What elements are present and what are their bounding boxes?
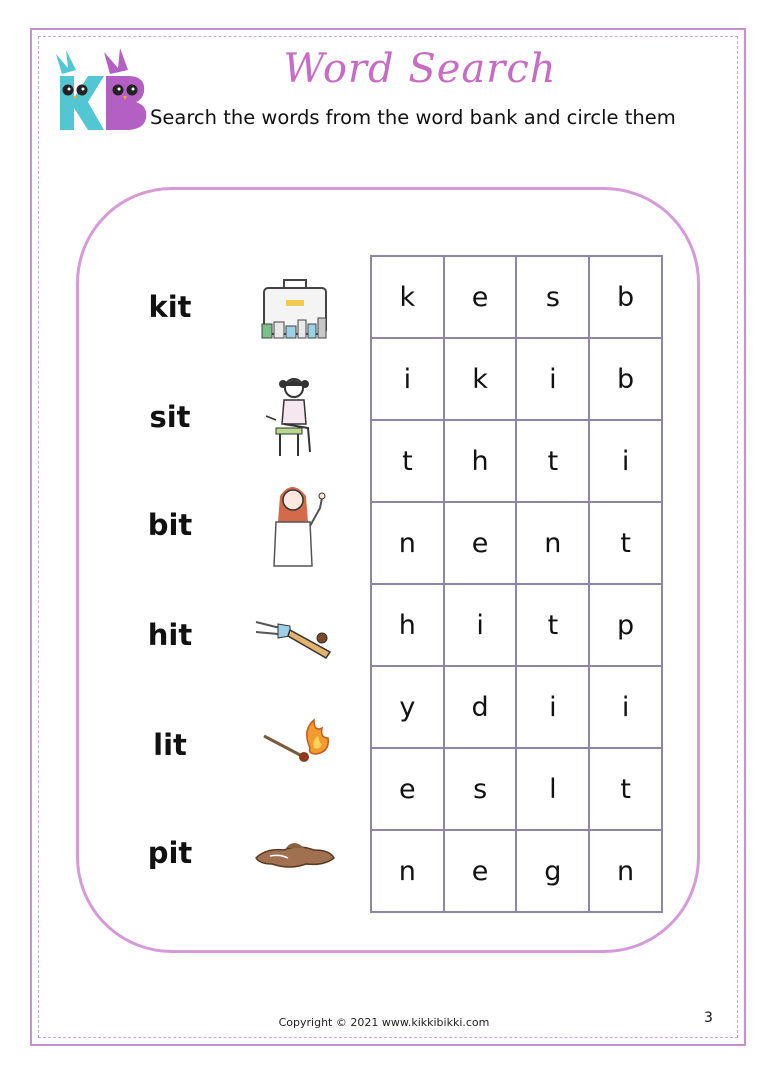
- grid-cell[interactable]: k: [444, 338, 517, 420]
- grid-cell[interactable]: i: [589, 666, 662, 748]
- grid-cell[interactable]: n: [516, 502, 589, 584]
- grid-cell[interactable]: i: [371, 338, 444, 420]
- grid-cell[interactable]: b: [589, 338, 662, 420]
- grid-cell[interactable]: n: [371, 830, 444, 912]
- grid-cell[interactable]: n: [371, 502, 444, 584]
- grid-cell[interactable]: n: [589, 830, 662, 912]
- grid-cell[interactable]: e: [444, 830, 517, 912]
- grid-cell[interactable]: y: [371, 666, 444, 748]
- girl-biting-icon: [250, 478, 340, 568]
- word-bank-item: [120, 694, 350, 794]
- word-label: kit: [148, 290, 192, 324]
- lit-match-icon: [250, 698, 340, 788]
- word-label: lit: [153, 728, 187, 762]
- page-title: Word Search: [283, 46, 557, 92]
- girl-sitting-icon: [250, 372, 340, 462]
- word-label: hit: [147, 618, 193, 652]
- instruction-text: Search the words from the word bank and circle them: [150, 106, 676, 129]
- word-bank-item: [120, 476, 350, 576]
- grid-cell[interactable]: e: [444, 502, 517, 584]
- mud-pit-icon: [250, 808, 340, 898]
- word-bank-item: [120, 804, 350, 904]
- grid-cell[interactable]: i: [589, 420, 662, 502]
- grid-cell[interactable]: p: [589, 584, 662, 666]
- word-bank-item: [120, 256, 350, 356]
- grid-cell[interactable]: i: [516, 666, 589, 748]
- grid-cell[interactable]: b: [589, 256, 662, 338]
- grid-cell[interactable]: l: [516, 748, 589, 830]
- grid-row: [371, 256, 662, 338]
- grid-cell[interactable]: k: [371, 256, 444, 338]
- grid-cell[interactable]: t: [589, 502, 662, 584]
- grid-cell[interactable]: t: [589, 748, 662, 830]
- grid-cell[interactable]: h: [371, 584, 444, 666]
- grid-row: [371, 420, 662, 502]
- word-bank-item: [120, 584, 350, 684]
- grid-cell[interactable]: d: [444, 666, 517, 748]
- copyright-text: Copyright © 2021 www.kikkibikki.com: [278, 1016, 490, 1029]
- grid-row: [371, 584, 662, 666]
- grid-cell[interactable]: i: [444, 584, 517, 666]
- letter-grid: [370, 255, 663, 913]
- grid-row: [371, 666, 662, 748]
- grid-cell[interactable]: e: [371, 748, 444, 830]
- grid-cell[interactable]: t: [516, 420, 589, 502]
- grid-cell[interactable]: g: [516, 830, 589, 912]
- kb-logo: [52, 46, 152, 134]
- grid-cell[interactable]: h: [444, 420, 517, 502]
- grid-row: [371, 338, 662, 420]
- grid-cell[interactable]: t: [516, 584, 589, 666]
- kit-bag-icon: [250, 266, 340, 356]
- word-bank-item: [120, 366, 350, 466]
- word-label: bit: [147, 508, 193, 542]
- grid-row: [371, 748, 662, 830]
- grid-cell[interactable]: e: [444, 256, 517, 338]
- word-label: sit: [149, 400, 191, 434]
- grid-cell[interactable]: i: [516, 338, 589, 420]
- grid-row: [371, 830, 662, 912]
- bat-hitting-ball-icon: [250, 594, 340, 684]
- word-label: pit: [147, 836, 193, 870]
- grid-cell[interactable]: s: [516, 256, 589, 338]
- grid-row: [371, 502, 662, 584]
- grid-cell[interactable]: t: [371, 420, 444, 502]
- page-number: 3: [704, 1010, 713, 1026]
- grid-cell[interactable]: s: [444, 748, 517, 830]
